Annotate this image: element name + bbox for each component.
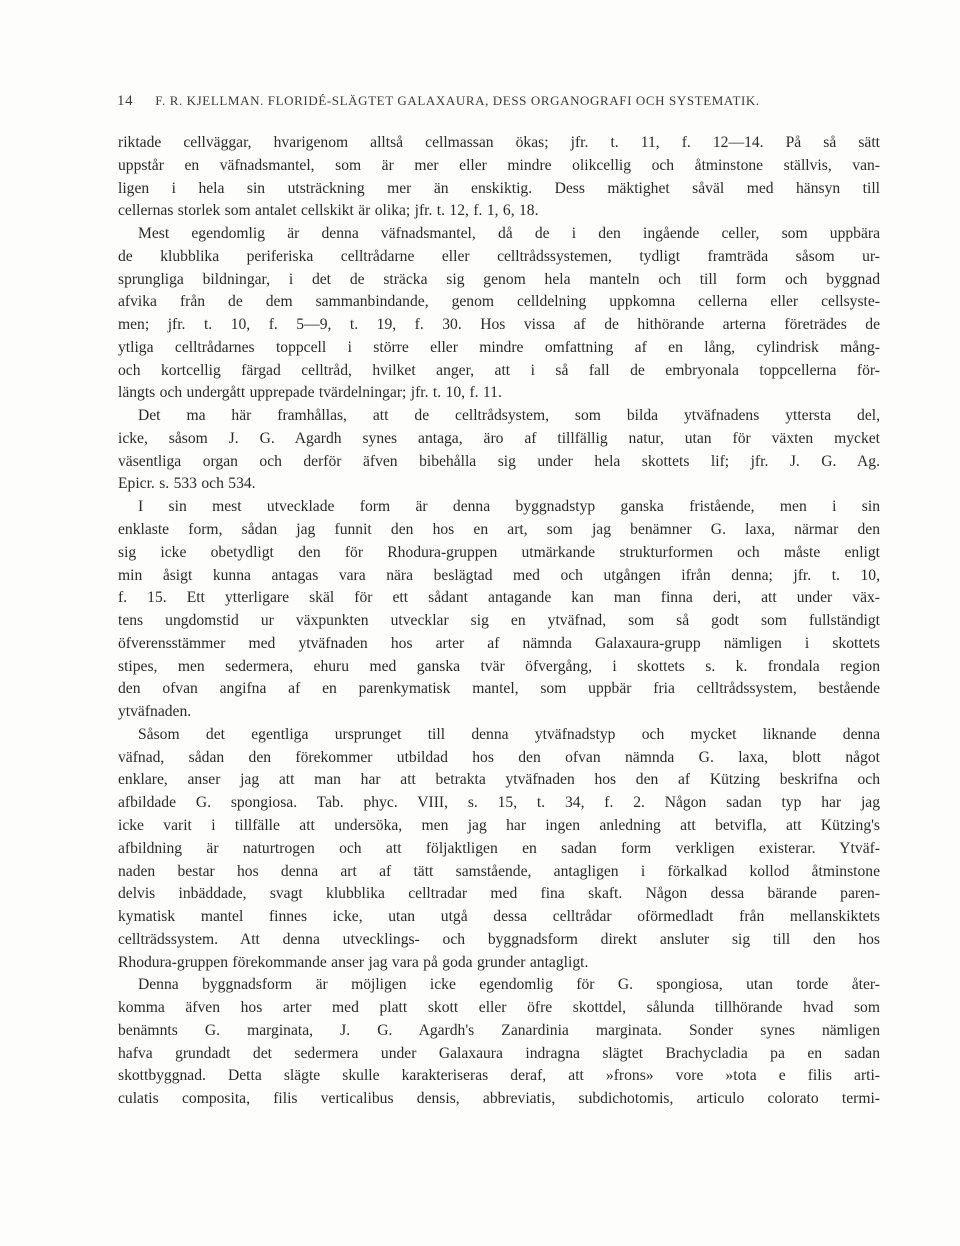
text-line: min åsigt kunna antagas vara nära beslägtad med och utgången ifrån denna; jfr. t. 10, xyxy=(118,566,880,584)
text-line: Rhodura-gruppen förekommande anser jag vara på goda grunder antagligt. xyxy=(118,953,589,971)
text-line: Mest egendomlig är denna väfnadsmantel, då de i den ingående celler, som uppbära xyxy=(138,225,880,243)
text-line: väsentliga organ och derför äfven bibehålla sig under hela skottets lif; jfr. J. G. Ag. xyxy=(118,452,880,470)
text-line: cellträdssystem. Att denna utvecklings- och byggnadsform direkt ansluter sig till den hos xyxy=(118,930,880,948)
text-line: Denna byggnadsform är möjligen icke egendomlig för G. spongiosa, utan torde åter- xyxy=(138,976,880,994)
text-line: afvika från de dem sammanbindande, genom celldelning uppkomna cellerna eller cellsyste- xyxy=(118,293,880,311)
text-line: den ofvan angifna af en parenkymatisk mantel, som uppbär fria celltrådssystem, bestående xyxy=(118,680,880,698)
text-line: tens ungdomstid ur växpunkten utvecklar sig en ytväfnad, som så godt som fullständigt xyxy=(118,612,880,630)
text-line: Såsom det egentliga ursprunget till denna ytväfnadstyp och mycket liknande denna xyxy=(138,725,880,743)
text-line: uppstår en väfnadsmantel, som är mer eller mindre olikcellig och åtminstone ställvis, van- xyxy=(118,156,880,174)
text-line: men; jfr. t. 10, f. 5—9, t. 19, f. 30. Hos vissa af de hithörande arterna företrädes de xyxy=(118,316,880,334)
text-line: enklare, anser jag att man har att betrakta ytväfnaden hos den af Kützing beskrifna och xyxy=(118,771,880,789)
text-line: riktade cellväggar, hvarigenom alltså cellmassan ökas; jfr. t. 11, f. 12—14. På så sätt xyxy=(118,134,880,151)
text-line: ligen i hela sin utsträckning mer än enskiktig. Dess mäktighet såväl med hänsyn till xyxy=(118,179,880,197)
text-line: benämnts G. marginata, J. G. Agardh's Zanardinia marginata. Sonder synes nämligen xyxy=(118,1021,880,1039)
text-line: f. 15. Ett ytterligare skäl för ett sådant antagande kan man finna deri, att under väx- xyxy=(118,589,880,607)
page-number: 14 xyxy=(117,93,134,109)
text-line: väfnad, sådan den förekommer utbildad hos den ofvan nämnda G. laxa, blott något xyxy=(118,748,880,766)
text-line: kymatisk mantel finnes icke, utan utgå dessa celltrådar oförmedladt från mellanskiktets xyxy=(118,908,880,926)
text-line: de klubblika periferiska celltrådarne eller celltrådssystemen, tydligt framträda såsom ur- xyxy=(118,247,880,265)
body-text xyxy=(118,132,880,1111)
text-line: afbildning är naturtrogen och att följaktligen en sadan form verkligen existerar. Ytväf- xyxy=(118,839,880,857)
text-line: Epicr. s. 533 och 534. xyxy=(118,475,256,493)
text-line: icke varit i tillfälle att undersöka, men jag har ingen anledning att betvifla, att Kützing's xyxy=(118,816,880,834)
text-line: längts och undergått upprepade tvärdelningar; jfr. t. 10, f. 11. xyxy=(118,384,502,402)
text-line: sig icke obetydligt den för Rhodura-gruppen utmärkande strukturformen och måste enligt xyxy=(118,543,880,561)
text-line: stipes, men sedermera, ehuru med ganska tvär öfvergång, i skottets s. k. frondala region xyxy=(118,657,880,675)
running-title: F. R. KJELLMAN. FLORIDÉ-SLÄGTET GALAXAURA, DESS ORGANOGRAFI OCH SYSTEMATIK. xyxy=(155,93,760,108)
text-line: hafva grundadt det sedermera under Galaxaura indragna slägtet Brachycladia pa en sadan xyxy=(118,1044,880,1062)
text-line: ytliga celltrådarnes toppcell i större eller mindre omfattning af en lång, cylindrisk mång- xyxy=(118,338,880,356)
text-line: I sin mest utvecklade form är denna byggnadstyp ganska fristående, men i sin xyxy=(138,498,880,516)
text-line: naden bestar hos denna art af tätt samstående, antagligen i förkalkad kollod åtminstone xyxy=(118,862,880,880)
text-line: öfverensstämmer med ytväfnaden hos arter af nämnda Galaxaura-grupp nämligen i skottets xyxy=(118,634,880,652)
text-line: sprungliga bildningar, i det de sträcka sig genom hela manteln och till form och byggnad xyxy=(118,270,880,288)
text-line: culatis composita, filis verticalibus densis, abbreviatis, subdichotomis, articulo colorato termi- xyxy=(118,1090,880,1108)
text-line: komma äfven hos arter med platt skott eller öfre skottdel, sålunda tillhörande hvad som xyxy=(118,999,880,1017)
running-header xyxy=(117,93,857,115)
text-line: icke, såsom J. G. Agardh synes antaga, äro af tillfällig natur, utan för växten mycket xyxy=(118,429,880,447)
text-line: ytväfnaden. xyxy=(118,703,192,721)
text-line: Det ma här framhållas, att de celltrådsystem, som bilda ytväfnadens yttersta del, xyxy=(138,407,880,425)
text-line: cellernas storlek som antalet cellskikt är olika; jfr. t. 12, f. 1, 6, 18. xyxy=(118,202,539,220)
text-line: skottbyggnad. Detta slägte skulle karakteriseras deraf, att »frons» vore »tota e filis arti- xyxy=(118,1067,880,1085)
text-line: och kortcellig färgad celltråd, hvilket anger, att i så fall de embryonala toppcellerna för- xyxy=(118,361,880,379)
text-line: enklaste form, sådan jag funnit den hos en art, som jag benämner G. laxa, närmar den xyxy=(118,521,880,539)
text-line: afbildade G. spongiosa. Tab. phyc. VIII, s. 15, t. 34, f. 2. Någon sadan typ har jag xyxy=(118,794,880,812)
text-line: delvis inbäddade, svagt klubblika celltradar med fina skaft. Någon dessa bärande paren- xyxy=(118,885,880,903)
